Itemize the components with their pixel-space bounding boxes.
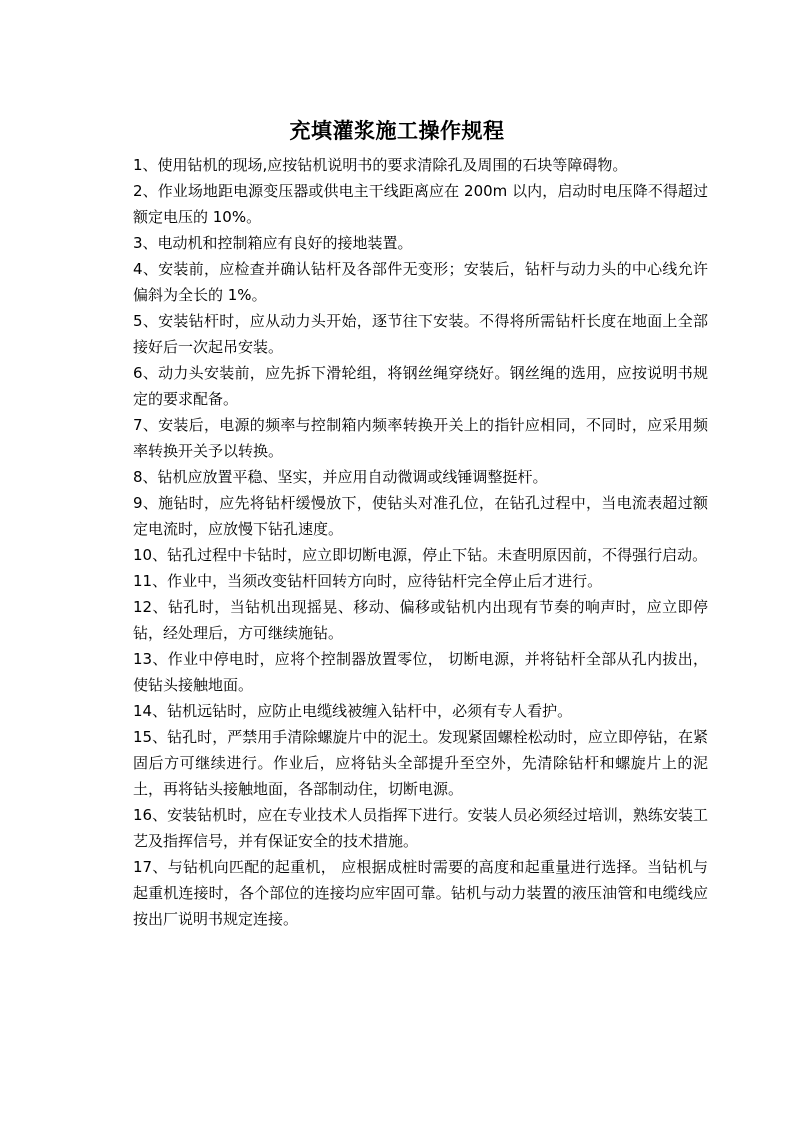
paragraph-4: 4、安装前，应检查并确认钻杆及各部件无变形；安装后，钻杆与动力头的中心线允许偏斜为全长的 1%。 (133, 260, 708, 304)
paragraph-3: 3、电动机和控制箱应有良好的接地装置。 (133, 234, 413, 252)
paragraph-9: 9、施钻时，应先将钻杆缓慢放下，使钻头对准孔位，在钻孔过程中，当电流表超过额定电流时，应放慢下钻孔速度。 (133, 494, 708, 538)
paragraph-16: 16、安装钻机时，应在专业技术人员指挥下进行。安装人员必须经过培训，熟练安装工艺及指挥信号，并有保证安全的技术措施。 (133, 806, 708, 850)
paragraph-5: 5、安装钻杆时，应从动力头开始，逐节往下安装。不得将所需钻杆长度在地面上全部接好后一次起吊安装。 (133, 312, 708, 356)
paragraph-13: 13、作业中停电时，应将个控制器放置零位， 切断电源，并将钻杆全部从孔内拔出，使钻头接触地面。 (133, 650, 708, 694)
paragraph-2: 2、作业场地距电源变压器或供电主干线距离应在 200m 以内，启动时电压降不得超过额定电压的 10%。 (133, 182, 708, 226)
document-body (133, 152, 708, 932)
paragraph-10: 10、钻孔过程中卡钻时，应立即切断电源，停止下钻。未查明原因前，不得强行启动。 (133, 546, 708, 564)
paragraph-7: 7、安装后，电源的频率与控制箱内频率转换开关上的指针应相同，不同时，应采用频率转换开关予以转换。 (133, 416, 708, 460)
paragraph-1: 1、使用钻机的现场,应按钻机说明书的要求清除孔及周围的石块等障碍物。 (133, 156, 628, 174)
paragraph-6: 6、动力头安装前，应先拆下滑轮组，将钢丝绳穿绕好。钢丝绳的选用，应按说明书规定的要求配备。 (133, 364, 708, 408)
paragraph-12: 12、钻孔时，当钻机出现摇晃、移动、偏移或钻机内出现有节奏的响声时，应立即停钻，经处理后，方可继续施钻。 (133, 598, 708, 642)
paragraph-14: 14、钻机远钻时，应防止电缆线被缠入钻杆中，必须有专人看护。 (133, 702, 573, 720)
paragraph-8: 8、钻机应放置平稳、坚实，并应用自动微调或线锤调整挺杆。 (133, 468, 548, 486)
document-title: 充填灌浆施工操作规程 (289, 118, 505, 143)
paragraph-15: 15、钻孔时，严禁用手清除螺旋片中的泥土。发现紧固螺栓松动时，应立即停钻，在紧固后方可继续进行。作业后，应将钻头全部提升至空外，先清除钻杆和螺旋片上的泥土，再将钻头接触地面，各部制动住，切断电源。 (133, 728, 708, 798)
paragraph-11: 11、作业中，当须改变钻杆回转方向时，应待钻杆完全停止后才进行。 (133, 572, 603, 590)
paragraph-17: 17、与钻机向匹配的起重机， 应根据成桩时需要的高度和起重量进行选择。当钻机与起重机连接时，各个部位的连接均应牢固可靠。钻机与动力装置的液压油管和电缆线应按出厂说明书规定连接。 (133, 858, 708, 928)
